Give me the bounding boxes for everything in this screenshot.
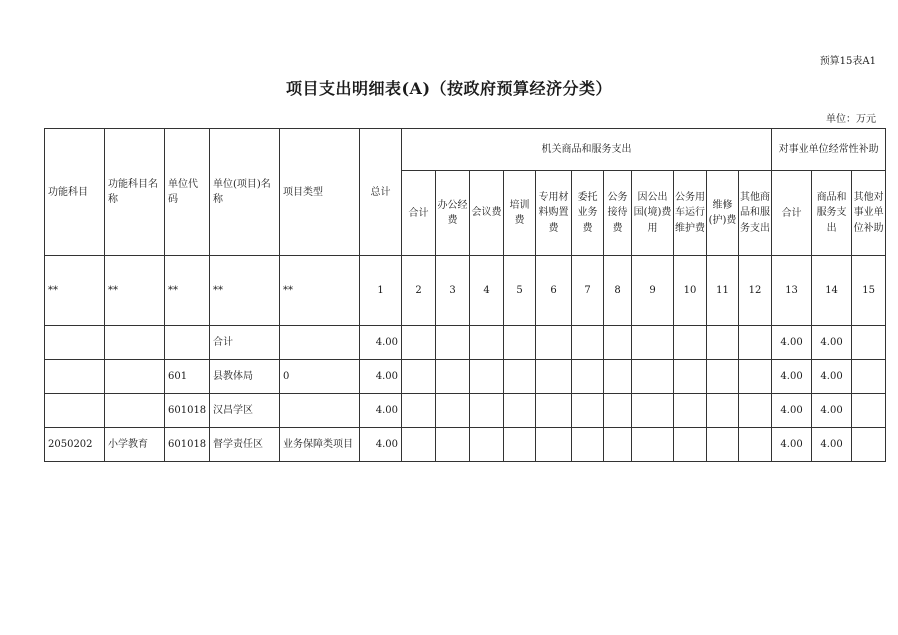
unit-code-cell: 601018 — [165, 428, 210, 462]
index-cell: 14 — [812, 256, 852, 326]
func-name-cell — [105, 326, 165, 360]
header-func-code: 功能科目 — [45, 129, 105, 256]
index-cell: ** — [165, 256, 210, 326]
header-goods-total: 合计 — [402, 171, 436, 256]
total-cell: 4.00 — [360, 360, 402, 394]
header-reception-expense: 公务接待费 — [604, 171, 632, 256]
func-code-cell: 2050202 — [45, 428, 105, 462]
index-cell: 9 — [632, 256, 674, 326]
index-cell: 12 — [739, 256, 772, 326]
header-entrusted-expense: 委托业务费 — [572, 171, 604, 256]
subsidy-goods-cell: 4.00 — [812, 360, 852, 394]
project-type-cell: 业务保障类项目 — [280, 428, 360, 462]
index-cell: ** — [45, 256, 105, 326]
header-subsidy-other: 其他对事业单位补助 — [852, 171, 886, 256]
header-training-expense: 培训费 — [504, 171, 536, 256]
unit-name-cell: 督学责任区 — [210, 428, 280, 462]
table-row — [45, 394, 886, 428]
index-cell: 13 — [772, 256, 812, 326]
header-unit-name: 单位(项目)名称 — [210, 129, 280, 256]
header-meeting-expense: 会议费 — [470, 171, 504, 256]
project-expense-table — [44, 128, 886, 462]
func-code-cell — [45, 394, 105, 428]
page-title: 项目支出明细表(A)（按政府预算经济分类） — [285, 79, 613, 98]
header-project-type: 项目类型 — [280, 129, 360, 256]
project-type-cell — [280, 326, 360, 360]
header-subsidy-goods: 商品和服务支出 — [812, 171, 852, 256]
total-cell: 4.00 — [360, 394, 402, 428]
index-cell: ** — [210, 256, 280, 326]
header-office-expense: 办公经费 — [436, 171, 470, 256]
index-cell: 3 — [436, 256, 470, 326]
subsidy-goods-cell: 4.00 — [812, 394, 852, 428]
project-type-cell: 0 — [280, 360, 360, 394]
header-group-goods-services: 机关商品和服务支出 — [402, 129, 772, 171]
index-cell: ** — [105, 256, 165, 326]
form-code: 预算15表A1 — [819, 56, 876, 67]
index-cell: 2 — [402, 256, 436, 326]
unit-code-cell — [165, 326, 210, 360]
index-row — [45, 256, 886, 326]
subsidy-goods-cell: 4.00 — [812, 326, 852, 360]
index-cell: 6 — [536, 256, 572, 326]
table-row — [45, 326, 886, 360]
header-total: 总计 — [360, 129, 402, 256]
table-row — [45, 360, 886, 394]
index-cell: 5 — [504, 256, 536, 326]
unit-label: 单位：万元 — [826, 114, 876, 125]
index-cell: 15 — [852, 256, 886, 326]
func-code-cell — [45, 360, 105, 394]
subsidy-total-cell: 4.00 — [772, 394, 812, 428]
header-subsidy-total: 合计 — [772, 171, 812, 256]
unit-name-cell: 汉昌学区 — [210, 394, 280, 428]
header-abroad-expense: 因公出国(境)费用 — [632, 171, 674, 256]
header-group-subsidy: 对事业单位经常性补助 — [772, 129, 886, 171]
unit-name-cell: 县教体局 — [210, 360, 280, 394]
project-type-cell — [280, 394, 360, 428]
header-unit-code: 单位代码 — [165, 129, 210, 256]
unit-code-cell: 601 — [165, 360, 210, 394]
func-name-cell — [105, 360, 165, 394]
subsidy-total-cell: 4.00 — [772, 326, 812, 360]
index-cell: 8 — [604, 256, 632, 326]
total-cell: 4.00 — [360, 428, 402, 462]
subsidy-total-cell: 4.00 — [772, 360, 812, 394]
func-name-cell — [105, 394, 165, 428]
header-other-goods: 其他商品和服务支出 — [739, 171, 772, 256]
unit-code-cell: 601018 — [165, 394, 210, 428]
subsidy-total-cell: 4.00 — [772, 428, 812, 462]
func-code-cell — [45, 326, 105, 360]
subsidy-goods-cell: 4.00 — [812, 428, 852, 462]
header-func-name: 功能科目名称 — [105, 129, 165, 256]
index-cell: 1 — [360, 256, 402, 326]
header-materials-expense: 专用材料购置费 — [536, 171, 572, 256]
header-repair-expense: 维修(护)费 — [707, 171, 739, 256]
header-vehicle-expense: 公务用车运行维护费 — [674, 171, 707, 256]
unit-name-cell: 合计 — [210, 326, 280, 360]
index-cell: ** — [280, 256, 360, 326]
table-row — [45, 428, 886, 462]
func-name-cell: 小学教育 — [105, 428, 165, 462]
total-cell: 4.00 — [360, 326, 402, 360]
index-cell: 7 — [572, 256, 604, 326]
index-cell: 4 — [470, 256, 504, 326]
index-cell: 11 — [707, 256, 739, 326]
index-cell: 10 — [674, 256, 707, 326]
